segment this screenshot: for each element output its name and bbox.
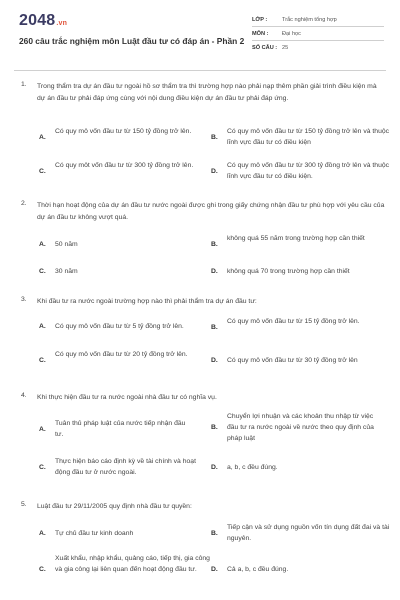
option-text: không quá 70 trong trường hợp cần thiết — [227, 268, 350, 275]
option-letter: C. — [39, 464, 46, 471]
option-letter: C. — [39, 566, 46, 573]
option-text: Có quy môt vốn đầu tư từ 300 tỷ đồng trở lên. — [55, 162, 194, 169]
question-number: 5. — [21, 501, 27, 508]
question-number: 2. — [21, 200, 27, 207]
meta-row-subject — [252, 27, 384, 41]
option-text: Có quy mô vốn đầu tư từ 20 tỷ đồng trở lên. — [55, 351, 188, 358]
option-text: Có quy mô vốn đầu tư từ 15 tỷ đồng trở lên. — [227, 318, 360, 325]
header-divider — [14, 70, 386, 71]
question-number: 4. — [21, 392, 27, 399]
option-letter: A. — [39, 323, 46, 330]
meta-value: 25 — [282, 45, 289, 51]
option-letter: B. — [211, 134, 218, 141]
option-letter: C. — [39, 357, 46, 364]
option-text: a, b, c đều đúng. — [227, 464, 278, 471]
option-letter: C. — [39, 268, 46, 275]
option-text: Có quy mô vốn đầu tư từ 300 tỷ đồng trở lên và thuộc lĩnh vực đầu tư có điều kiện. — [227, 162, 390, 180]
option-letter: A. — [39, 134, 46, 141]
question-text: Khi đầu tư ra nước ngoài trường hợp nào thì phải thẩm tra dự án đầu tư: — [37, 298, 257, 305]
site-logo[interactable] — [19, 12, 67, 30]
option-letter: D. — [211, 268, 218, 275]
document-meta — [252, 13, 384, 55]
option-letter: D. — [211, 168, 218, 175]
question-number: 3. — [21, 296, 27, 303]
option-text: Thực hiện báo cáo định kỳ về tài chính và hoạt động đầu tư ở nước ngoài. — [55, 458, 196, 476]
meta-row-class — [252, 13, 384, 27]
option-letter: D. — [211, 357, 218, 364]
option-letter: B. — [211, 530, 218, 537]
logo-suffix: .vn — [56, 20, 68, 27]
question-text: Luật đầu tư 29/11/2005 quy định nhà đầu tư quyền: — [37, 503, 192, 510]
meta-label: MÔN : — [252, 30, 269, 37]
question-number: 1. — [21, 81, 27, 88]
meta-label: SỐ CÂU : — [252, 45, 278, 51]
option-text: không quá 55 năm trong trường hợp cần thiết — [227, 235, 365, 242]
option-letter: A. — [39, 530, 46, 537]
option-letter: D. — [211, 464, 218, 471]
option-letter: B. — [211, 324, 218, 331]
question-text: Thời hạn hoạt động của dự án đầu tư nước ngoài được ghi trong giấy chứng nhận đầu tư phù hợp với yêu cầu của dự án đầu tư không vượt quá. — [37, 202, 385, 221]
option-letter: A. — [39, 241, 46, 248]
option-text: Có quy mô vốn đầu tư từ 5 tỷ đồng trở lên. — [55, 323, 184, 330]
option-letter: D. — [211, 566, 218, 573]
question-text: Khi thực hiện đầu tư ra nước ngoài nhà đầu tư có nghĩa vụ. — [37, 394, 217, 401]
document-header — [0, 0, 400, 66]
option-text: Có quy mô vốn đầu tư từ 150 tỷ đồng trở lên. — [55, 128, 192, 135]
option-text: Tiếp cận và sử dụng nguồn vốn tín dụng đất đai và tài nguyên. — [227, 524, 390, 542]
option-text: 50 năm — [55, 241, 78, 248]
option-text: Chuyển lợi nhuận và các khoản thu nhập từ việc đầu tư ra nước ngoài về nước theo quy định của pháp luật — [227, 413, 374, 442]
option-text: Xuất khẩu, nhập khẩu, quảng cáo, tiếp thị, gia công và gia công lại liên quan đến hoạt động đầu tư. — [55, 555, 210, 573]
meta-value: Đại học — [282, 30, 301, 37]
document-title: 260 câu trắc nghiệm môn Luật đầu tư có đáp án - Phần 2 — [19, 36, 245, 46]
logo-text: 2048 — [19, 12, 56, 29]
option-letter: B. — [211, 241, 218, 248]
option-text: Cả a, b, c đều đúng. — [227, 566, 289, 573]
option-text: 30 năm — [55, 268, 78, 275]
option-letter: B. — [211, 424, 218, 431]
meta-row-count — [252, 41, 384, 55]
option-letter: A. — [39, 426, 46, 433]
meta-label: LỚP : — [252, 16, 268, 23]
option-text: Có quy mô vốn đầu tư từ 150 tỷ đồng trở lên và thuộc lĩnh vực đầu tư có điều kiện — [227, 128, 390, 146]
option-text: Tự chủ đầu tư kinh doanh — [55, 530, 134, 537]
question-text: Trong thẩm tra dự án đầu tư ngoài hồ sơ thẩm tra thì trường hợp nào phải nạp thêm phần giải trình điều kiện mà dự án đầu tư phải đáp ứng cùng với nội dung điều kiện dự án đầu tư phải đáp ứng. — [37, 83, 377, 102]
option-letter: C. — [39, 168, 46, 175]
option-text: Tuân thủ pháp luật của nước tiếp nhận đầu tư. — [55, 420, 186, 438]
meta-value: Trắc nghiệm tổng hợp — [282, 16, 337, 23]
option-text: Có quy mô vốn đầu tư từ 30 tỷ đồng trở lên — [227, 357, 358, 364]
